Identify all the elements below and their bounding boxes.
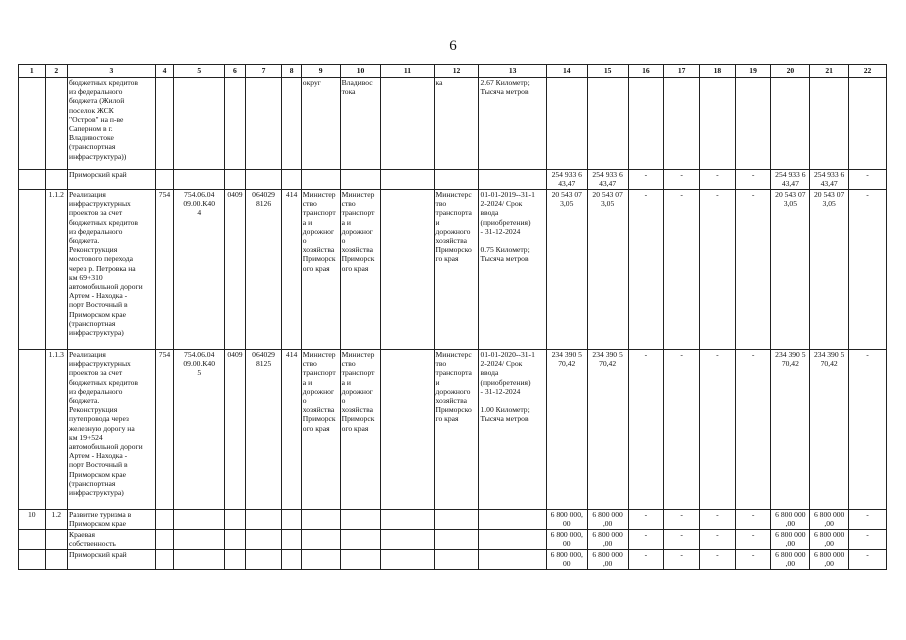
table-cell: Владивос тока [340,78,381,170]
table-cell: округ [301,78,340,170]
table-cell [735,78,771,170]
column-header: 11 [381,65,434,78]
table-cell: 01-01-2020--31-1 2-2024/ Срок ввода (приобретения) - 31-12-2024 1.00 Километр; Тысяча метров [479,350,546,510]
table-cell [546,78,587,170]
table-cell: 754 [155,350,173,510]
table-cell [340,510,381,530]
table-cell [45,170,67,190]
table-cell: - [628,510,664,530]
table-cell: - [628,190,664,350]
table-cell [301,170,340,190]
table-cell: 6 800 000 ,00 [771,550,810,570]
table-cell: 0409 [225,350,245,510]
table-cell: 6 800 000 ,00 [587,530,628,550]
column-header: 4 [155,65,173,78]
table-cell [381,78,434,170]
table-cell: 01-01-2019--31-1 2-2024/ Срок ввода (приобретения) - 31-12-2024 0.75 Километр; Тысяча метров [479,190,546,350]
table-cell: 6 800 000, 00 [546,510,587,530]
table-cell: 234 390 5 70,42 [587,350,628,510]
table-cell: Министер ство транспорт а и дорожног о хозяйства Приморск ого края [301,350,340,510]
table-cell: - [628,550,664,570]
table-cell: Министер ство транспорт а и дорожног о хозяйства Приморск ого края [340,350,381,510]
table-cell [155,510,173,530]
table-cell [19,78,46,170]
table-cell [282,78,301,170]
column-header: 3 [68,65,156,78]
table-cell [340,530,381,550]
table-cell [479,170,546,190]
table-cell: 1.2 [45,510,67,530]
table-cell [225,530,245,550]
column-header: 8 [282,65,301,78]
table-cell: 234 390 5 70,42 [546,350,587,510]
table-cell: - [849,170,887,190]
table-cell [245,550,282,570]
table-cell [225,510,245,530]
table-cell: - [735,350,771,510]
table-cell: 1.1.3 [45,350,67,510]
column-header: 7 [245,65,282,78]
table-cell [381,550,434,570]
table-cell [434,510,479,530]
table-cell [282,170,301,190]
table-cell [155,550,173,570]
table-cell [434,550,479,570]
table-cell: 254 933 6 43,47 [810,170,849,190]
table-cell: - [700,190,736,350]
table-cell [19,530,46,550]
table-cell: - [735,530,771,550]
table-cell [381,530,434,550]
table-cell: 414 [282,350,301,510]
table-cell [381,170,434,190]
table-cell: 10 [19,510,46,530]
column-header: 2 [45,65,67,78]
table-cell [174,510,225,530]
table-cell [225,78,245,170]
column-header: 20 [771,65,810,78]
table-cell [174,550,225,570]
column-header: 6 [225,65,245,78]
table-row [19,190,887,350]
table-cell: - [664,190,700,350]
table-cell [381,510,434,530]
table-cell [301,550,340,570]
table-cell: - [664,350,700,510]
table-cell: 20 543 07 3,05 [810,190,849,350]
table-cell [174,170,225,190]
table-cell [301,510,340,530]
table-cell [700,78,736,170]
table-cell [19,170,46,190]
table-cell: - [735,550,771,570]
table-cell [245,170,282,190]
table-cell: - [735,170,771,190]
table-cell: - [849,550,887,570]
table-cell: 6 800 000 ,00 [771,530,810,550]
table-cell: 6 800 000 ,00 [810,530,849,550]
table-cell [282,550,301,570]
table-cell [771,78,810,170]
table-cell: - [735,190,771,350]
table-cell [340,550,381,570]
table-cell [245,78,282,170]
table-cell: 234 390 5 70,42 [810,350,849,510]
column-header: 13 [479,65,546,78]
table-cell [225,170,245,190]
table-cell: - [700,170,736,190]
table-cell: 754.06.04 09.00.К40 5 [174,350,225,510]
column-header: 19 [735,65,771,78]
table-cell: 414 [282,190,301,350]
table-cell [282,530,301,550]
column-header: 10 [340,65,381,78]
table-cell [155,78,173,170]
table-cell: - [849,350,887,510]
table-cell: 6 800 000 ,00 [587,550,628,570]
column-header: 17 [664,65,700,78]
table-row [19,170,887,190]
table-cell: бюджетных кредитов из федерального бюджета (Жилой поселок ЖСК "Остров" на п-ве Саперном в г. Владивостоке (транспортная инфраструктура)) [68,78,156,170]
table-cell [628,78,664,170]
table-cell [340,170,381,190]
table-cell: ка [434,78,479,170]
table-cell: Министер ство транспорт а и дорожног о хозяйства Приморск ого края [301,190,340,350]
table-cell: 2.67 Километр; Тысяча метров [479,78,546,170]
column-header: 15 [587,65,628,78]
table-cell [19,190,46,350]
table-cell: - [700,350,736,510]
table-cell [245,530,282,550]
table-cell: 754 [155,190,173,350]
table-cell: 754.06.04 09.00.К40 4 [174,190,225,350]
table-row [19,530,887,550]
table-cell [45,550,67,570]
table-cell: 20 543 07 3,05 [587,190,628,350]
table-cell: 254 933 6 43,47 [771,170,810,190]
table-cell: 064029 8126 [245,190,282,350]
table-cell: Министерс тво транспорта и дорожного хозяйства Приморско го края [434,190,479,350]
table-cell [810,78,849,170]
table-cell [479,530,546,550]
table-cell [174,530,225,550]
column-header: 1 [19,65,46,78]
table-cell: - [735,510,771,530]
table-cell: - [664,550,700,570]
table-cell: 0409 [225,190,245,350]
table-cell [19,550,46,570]
table-cell [381,350,434,510]
table-cell: Реализация инфраструктурных проектов за счет бюджетных кредитов из федерального бюджета. Реконструкция путепровода через железную дорогу на км 19+524 автомобильной дороги Артем - Находка - порт Восточный в Приморском крае (транспортная инфраструктура) [68,350,156,510]
table-cell [282,510,301,530]
table-cell: 234 390 5 70,42 [771,350,810,510]
table-cell: - [700,510,736,530]
column-header: 18 [700,65,736,78]
table-cell [245,510,282,530]
page-number: 6 [449,38,457,54]
table-cell: 6 800 000, 00 [546,530,587,550]
table-row [19,510,887,530]
table-cell: 20 543 07 3,05 [771,190,810,350]
column-header: 9 [301,65,340,78]
table-cell [301,530,340,550]
table-cell: - [664,510,700,530]
table-cell: 254 933 6 43,47 [587,170,628,190]
table-cell [155,170,173,190]
table-cell: Приморский край [68,170,156,190]
table-cell: - [700,530,736,550]
table-cell: Развитие туризма в Приморском крае [68,510,156,530]
table-cell: Реализация инфраструктурных проектов за счет бюджетных кредитов из федерального бюджета. Реконструкция мостового перехода через р. Петровка на км 69+310 автомобильной дороги Артем - Находка - порт Восточный в Приморском крае (транспортная инфраструктура) [68,190,156,350]
table-cell [434,530,479,550]
column-header: 16 [628,65,664,78]
table-cell: - [849,530,887,550]
table-cell [381,190,434,350]
table-cell: - [664,170,700,190]
table-cell: 1.1.2 [45,190,67,350]
table-cell [45,78,67,170]
table-cell [45,530,67,550]
table-cell: 6 800 000, 00 [546,550,587,570]
table-cell: - [628,170,664,190]
table-cell: 6 800 000 ,00 [587,510,628,530]
table-cell [155,530,173,550]
table-cell [19,350,46,510]
data-table [18,64,887,570]
table-cell [849,78,887,170]
table-cell: - [628,350,664,510]
column-header: 12 [434,65,479,78]
table-cell: Приморский край [68,550,156,570]
table-cell: 6 800 000 ,00 [771,510,810,530]
table-row [19,350,887,510]
table-cell [664,78,700,170]
table-cell: 20 543 07 3,05 [546,190,587,350]
table-cell [174,78,225,170]
table-row [19,78,887,170]
header-row [19,65,887,78]
table-cell: - [628,530,664,550]
table-cell: Министер ство транспорт а и дорожног о хозяйства Приморск ого края [340,190,381,350]
table-cell: - [700,550,736,570]
table-cell: Министерс тво транспорта и дорожного хозяйства Приморско го края [434,350,479,510]
column-header: 5 [174,65,225,78]
table-cell: - [849,510,887,530]
table-cell: 6 800 000 ,00 [810,510,849,530]
table-cell [479,510,546,530]
table-cell [225,550,245,570]
table-cell: 6 800 000 ,00 [810,550,849,570]
column-header: 14 [546,65,587,78]
table-cell: 064029 8125 [245,350,282,510]
table-cell: 254 933 6 43,47 [546,170,587,190]
table-cell [479,550,546,570]
table-cell: - [849,190,887,350]
table-cell [587,78,628,170]
table-row [19,550,887,570]
column-header: 22 [849,65,887,78]
column-header: 21 [810,65,849,78]
table-cell: Краевая собственность [68,530,156,550]
table-cell: - [664,530,700,550]
table-cell [434,170,479,190]
